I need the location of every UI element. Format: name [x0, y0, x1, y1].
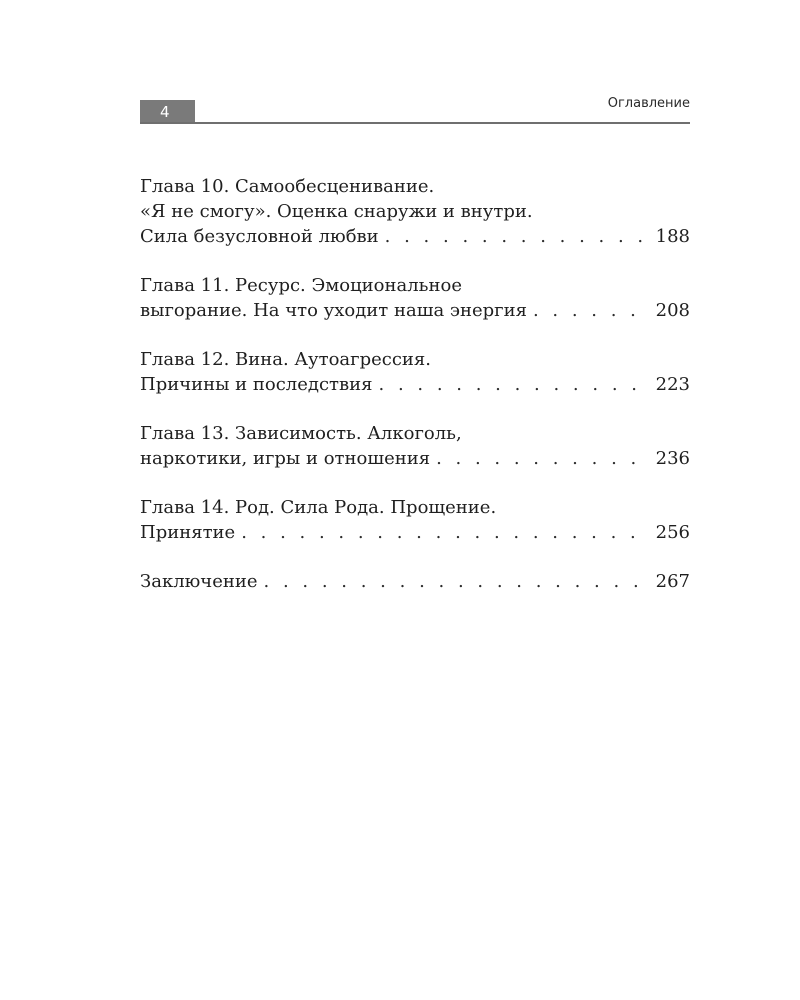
dot-leader	[241, 520, 649, 545]
dot-leader	[379, 372, 650, 397]
toc-entry-title-line: Глава 14. Род. Сила Рода. Прощение.	[140, 497, 497, 518]
toc-entry-last-line	[140, 298, 690, 323]
toc-entry-title-line: Глава 12. Вина. Аутоагрессия.	[140, 349, 432, 370]
toc-page-number: 267	[655, 571, 690, 592]
toc-page-number: 188	[655, 226, 690, 247]
header-rule	[140, 122, 690, 124]
toc-entry-title-line: Глава 10. Самообесценивание.	[140, 176, 435, 197]
toc-page-number: 256	[655, 522, 690, 543]
dot-leader	[264, 569, 650, 594]
page-number: 4	[140, 100, 195, 124]
toc-entry-chapter-14[interactable]	[140, 495, 690, 545]
toc-entry-last-line	[140, 520, 690, 545]
toc-entry-title-line: «Я не смогу». Оценка снаружи и внутри.	[140, 201, 533, 222]
dot-leader	[533, 298, 650, 323]
toc-entry-title-end: Заключение	[140, 571, 258, 592]
toc-page-number: 223	[655, 374, 690, 395]
toc-entry-chapter-13[interactable]	[140, 421, 690, 471]
table-of-contents	[140, 174, 690, 618]
toc-entry-title-end: наркотики, игры и отношения	[140, 448, 431, 469]
toc-page-number: 236	[655, 448, 690, 469]
toc-entry-conclusion[interactable]	[140, 569, 690, 594]
toc-page-number: 208	[655, 300, 690, 321]
toc-entry-title-end: выгорание. На что уходит наша энергия	[140, 300, 527, 321]
toc-entry-last-line	[140, 569, 690, 594]
toc-entry-chapter-12[interactable]	[140, 347, 690, 397]
toc-entry-title-end: Причины и последствия	[140, 374, 373, 395]
toc-entry-last-line	[140, 372, 690, 397]
dot-leader	[436, 446, 650, 471]
toc-entry-title-end: Сила безусловной любви	[140, 226, 379, 247]
toc-entry-title-end: Принятие	[140, 522, 236, 543]
toc-entry-title-line: Глава 13. Зависимость. Алкоголь,	[140, 423, 462, 444]
toc-entry-title-line: Глава 11. Ресурс. Эмоциональное	[140, 275, 462, 296]
toc-entry-chapter-11[interactable]	[140, 273, 690, 323]
dot-leader	[385, 224, 650, 249]
toc-entry-chapter-10[interactable]	[140, 174, 690, 249]
running-title: Оглавление	[607, 96, 690, 111]
toc-entry-last-line	[140, 446, 690, 471]
page-header	[140, 96, 690, 124]
toc-entry-last-line	[140, 224, 690, 249]
